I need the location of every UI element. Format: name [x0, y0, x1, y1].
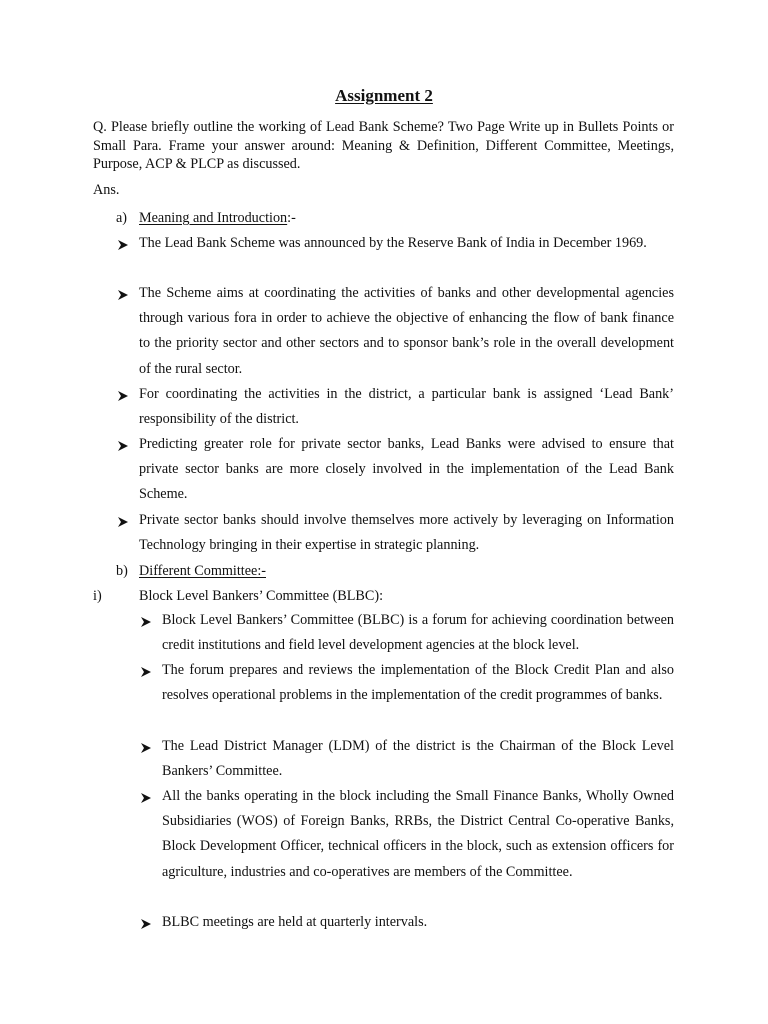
subsection-i-bullet-3: The Lead District Manager (LDM) of the district is the Chairman of the Block Level Bankers’ Committee.	[162, 738, 674, 780]
bullet-arrow-icon	[117, 516, 129, 528]
section-a-heading-text: Meaning and Introduction	[139, 210, 288, 226]
subsection-i-bullet-4: All the banks operating in the block including the Small Finance Banks, Wholly Owned Subsidiaries (WOS) of Foreign Banks, RRBs, the District Central Co-operative Banks, Block Development Officer, technical officers in the block, such as extension officers for agriculture, industries and co-operatives are members of the Committee.	[162, 788, 674, 880]
section-a-bullet-3: For coordinating the activities in the district, a particular bank is assigned ‘Lead Bank’ responsibility of the district.	[139, 386, 674, 428]
section-a-bullet-1: The Lead Bank Scheme was announced by the Reserve Bank of India in December 1969.	[139, 235, 647, 251]
page-title: Assignment 2	[335, 86, 433, 105]
section-a-heading	[139, 210, 296, 227]
bullet-arrow-icon	[140, 666, 152, 678]
subsection-i-bullet-1: Block Level Bankers’ Committee (BLBC) is a forum for achieving coordination between credit institutions and field level development agencies at the block level.	[162, 612, 674, 654]
subsection-i-heading: Block Level Bankers’ Committee (BLBC):	[139, 588, 384, 604]
bullet-arrow-icon	[140, 918, 152, 930]
section-a-bullet-2: The Scheme aims at coordinating the activities of banks and other developmental agencies through various fora in order to achieve the objective of enhancing the flow of bank finance to the priority sector and other sectors and to sponsor bank’s role in the overall development of the rural sector.	[139, 285, 674, 377]
bullet-arrow-icon	[117, 289, 129, 301]
subsection-i-bullet-2: The forum prepares and reviews the implementation of the Block Credit Plan and also resolves operational problems in the implementation of the credit programmes of banks.	[162, 662, 674, 704]
bullet-arrow-icon	[140, 616, 152, 628]
section-a-bullet-5: Private sector banks should involve themselves more actively by leveraging on Information Technology bringing in their expertise in strategic planning.	[139, 512, 674, 554]
ans-label: Ans.	[93, 182, 120, 198]
section-a-bullet-4: Predicting greater role for private sector banks, Lead Banks were advised to ensure that private sector banks are more closely involved in the implementation of the Lead Bank Scheme.	[139, 436, 674, 503]
section-b-heading: Different Committee:-	[139, 563, 266, 579]
subsection-i-marker: i)	[93, 588, 102, 604]
question-text: Q. Please briefly outline the working of Lead Bank Scheme? Two Page Write up in Bullets Points or Small Para. Frame your answer around: Meaning & Definition, Different Committee, Meetings, Purpose, ACP & PLCP as discussed.	[93, 119, 674, 172]
section-a-marker: a)	[116, 210, 128, 226]
bullet-arrow-icon	[117, 390, 129, 402]
section-b-marker: b)	[116, 563, 128, 579]
bullet-arrow-icon	[140, 742, 152, 754]
section-a-heading-suffix: :-	[287, 210, 296, 226]
bullet-arrow-icon	[140, 792, 152, 804]
subsection-i-bullet-5: BLBC meetings are held at quarterly intervals.	[162, 914, 428, 930]
bullet-arrow-icon	[117, 239, 129, 251]
bullet-arrow-icon	[117, 440, 129, 452]
